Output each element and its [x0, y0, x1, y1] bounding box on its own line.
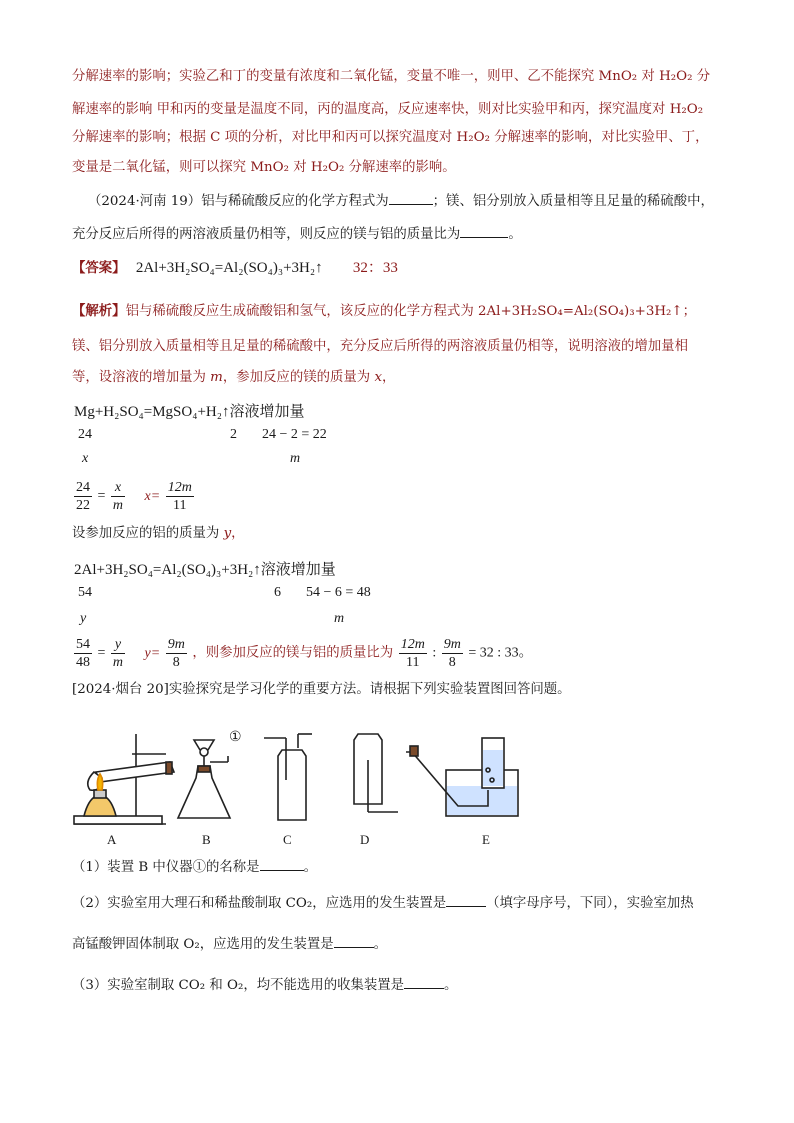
apparatus-label-a: A — [107, 832, 117, 847]
answer-ratio: 32：33 — [352, 260, 398, 276]
intro-line-1: 分解速率的影响；实验乙和丁的变量有浓度和二氧化锰，变量不唯一，则甲、乙不能探究 MnO₂ 对 H₂O₂ 分 — [72, 69, 711, 84]
al-r1c2: 6 — [274, 585, 281, 600]
answer-blank — [446, 906, 486, 907]
q19-line-1: （2024·河南 19）铝与稀硫酸反应的化学方程式为 ；镁、铝分别放入质量相等且足量的稀硫酸中， — [88, 194, 714, 209]
answer-blank — [260, 870, 304, 871]
q20-sub-1: （1）装置 B 中仪器①的名称是 。 — [72, 860, 317, 875]
fraction: $\frac{9m}{8}$ — [443, 637, 461, 670]
q19-line-2: 充分反应后所得的两溶液质量仍相等，则反应的镁与铝的质量比为 。 — [72, 227, 522, 242]
answer-blank — [389, 204, 433, 205]
al-r1c3: 54 − 6 = 48 — [306, 585, 371, 600]
circled-marker: ① — [229, 730, 242, 745]
apparatus-b — [178, 740, 230, 818]
fraction: $\frac{y}{m}$ — [112, 637, 124, 670]
answer-blank — [460, 237, 508, 238]
q20-sub-2a: （2）实验室用大理石和稀盐酸制取 CO₂，应选用的发生装置是 （填字母序号，下同），实验室加热 — [72, 896, 694, 911]
al-result-lhs: y= — [144, 645, 161, 661]
analysis-line-1: 【解析】铝与稀硫酸反应生成硫酸铝和氢气，该反应的化学方程式为 2Al+3H₂SO₄=Al₂(SO₄)₃+3H₂↑； — [72, 303, 697, 319]
answer-equation: 2Al+3H₂SO₄=Al₂(SO₄)₃+3H₂↑ — [135, 260, 323, 276]
fraction: $\frac{12m}{11}$ — [167, 480, 192, 513]
al-equation: 2Al+3H₂SO₄=Al₂(SO₄)₃+3H₂↑溶液增加量 — [74, 562, 336, 578]
answer-blank — [404, 988, 444, 989]
apparatus-figure — [66, 720, 526, 832]
al-proportion: $\frac{54}{48}$ = $\frac{y}{m}$ y= $\frac{9m}{8}$ ，则参加反应的镁与铝的质量比为 $\frac{12m}{11}$ : $\frac{9m}{8}$ = 32 : 33。 — [76, 637, 533, 670]
analysis-label: 【解析】 — [72, 303, 126, 319]
intro-line-3: 分解速率的影响；根据 C 项的分析，对比甲和丙可以探究温度对 H₂O₂ 分解速率的影响，对比实验甲、丁， — [72, 130, 709, 145]
fraction: $\frac{12m}{11}$ — [400, 637, 425, 670]
mg-equation: Mg+H₂SO₄=MgSO₄+H₂↑溶液增加量 — [74, 404, 305, 420]
mg-r1c1: 24 — [78, 427, 92, 442]
al-c-result: = 32 : 33。 — [468, 645, 533, 661]
mg-r2c1: x — [82, 451, 89, 466]
analysis-line-3: 等，设溶液的增加量为 m，参加反应的镁的质量为 x， — [72, 370, 396, 385]
apparatus-label-d: D — [360, 832, 370, 847]
mg-r1c3: 24 − 2 = 22 — [262, 427, 327, 442]
fraction: $\frac{24}{22}$ — [76, 480, 90, 513]
q20-sub-2b: 高锰酸钾固体制取 O₂，应选用的发生装置是 。 — [72, 937, 388, 952]
apparatus-label-e: E — [482, 832, 490, 847]
fraction: $\frac{x}{m}$ — [112, 480, 124, 513]
analysis-line-2: 镁、铝分别放入质量相等且足量的稀硫酸中，充分反应后所得的两溶液质量仍相等，说明溶液的增加量相 — [72, 339, 688, 354]
intro-line-4: 变量是二氧化锰，则可以探究 MnO₂ 对 H₂O₂ 分解速率的影响。 — [72, 160, 456, 175]
al-r2c3: m — [334, 611, 345, 626]
answer-blank — [334, 947, 374, 948]
apparatus-label-c: C — [283, 832, 292, 847]
apparatus-d — [354, 734, 398, 812]
al-r2c1: y — [80, 611, 87, 626]
apparatus-a — [74, 734, 174, 824]
apparatus-label-b: B — [202, 832, 211, 847]
fraction: $\frac{9m}{8}$ — [167, 637, 185, 670]
mg-proportion: $\frac{24}{22}$ = $\frac{x}{m}$ x= $\frac{12m}{11}$ — [76, 480, 192, 513]
mg-result-lhs: x= — [144, 488, 161, 504]
q20-title: [2024·烟台 20]实验探究是学习化学的重要方法。请根据下列实验装置图回答问题。 — [72, 682, 571, 697]
al-r1c1: 54 — [78, 585, 92, 600]
fraction: $\frac{54}{48}$ — [76, 637, 90, 670]
intro-line-2: 解速率的影响 甲和丙的变量是温度不同，丙的温度高，反应速率快，则对比实验甲和丙，探究温度对 H₂O₂ — [72, 102, 704, 117]
mg-r1c2: 2 — [230, 427, 237, 442]
mg-r2c3: m — [290, 451, 301, 466]
al-conclusion: ，则参加反应的镁与铝的质量比为 — [192, 645, 394, 661]
answer-line — [72, 258, 398, 279]
q20-sub-3: （3）实验室制取 CO₂ 和 O₂，均不能选用的收集装置是 。 — [72, 978, 458, 993]
apparatus-c — [264, 734, 312, 820]
answer-label: 【答案】 — [72, 260, 126, 276]
al-set-line: 设参加反应的铝的质量为 y， — [72, 526, 245, 541]
apparatus-e — [406, 738, 518, 816]
